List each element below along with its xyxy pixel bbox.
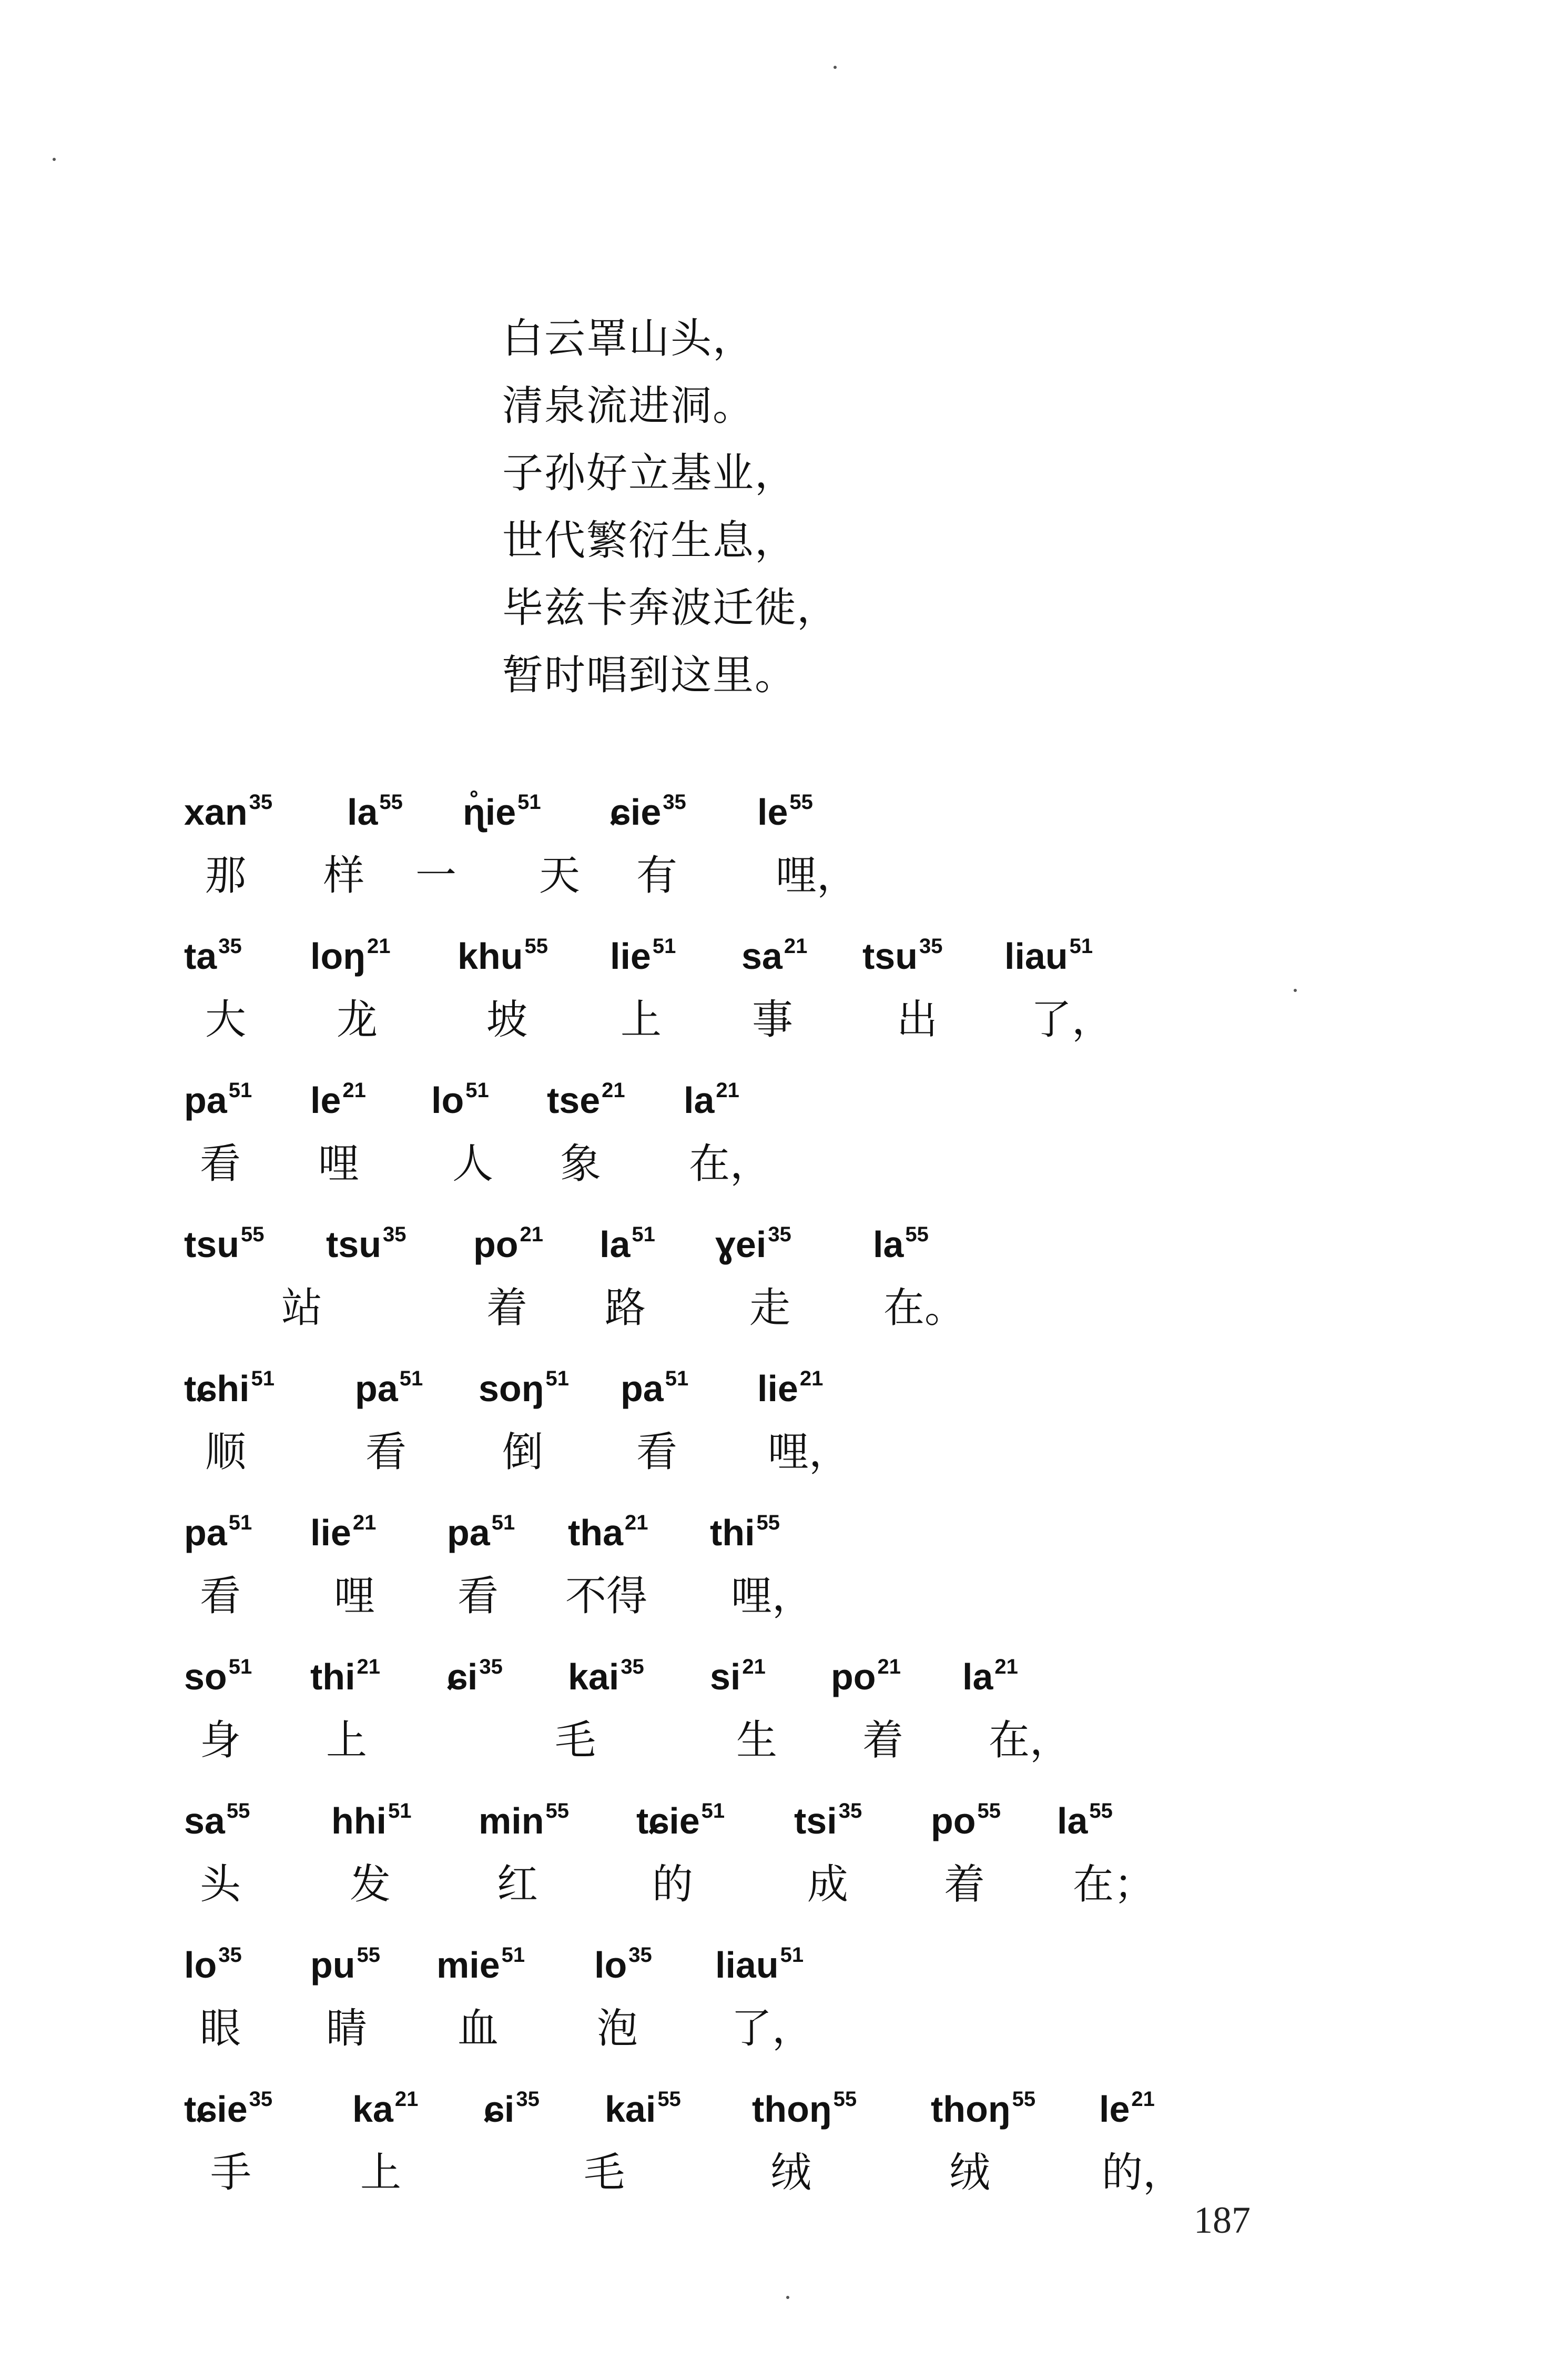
gloss-pair xyxy=(184,1061,1446,1206)
gloss-word: 天 xyxy=(539,852,581,899)
gloss-word: 泡 xyxy=(597,2005,638,2052)
syllable: $lo^{51}$ xyxy=(431,1079,489,1121)
gloss-word: 大 xyxy=(205,996,247,1044)
syllable: $le^{21}$ xyxy=(1099,2088,1155,2130)
syllable: mie$^{51}$ xyxy=(436,1943,525,1986)
syllable: $so^{51}$ xyxy=(184,1655,252,1697)
poem-line: 子孙好立基业， xyxy=(502,450,797,497)
gloss-word: 成 xyxy=(807,1861,849,1908)
syllable: $ka^{21}$ xyxy=(352,2088,419,2130)
scan-speck xyxy=(786,2296,789,2299)
gloss-word: 一 xyxy=(415,852,457,899)
gloss-word: 人 xyxy=(452,1140,494,1188)
syllable: kai$^{35}$ xyxy=(568,1655,644,1697)
gloss-word: 绒 xyxy=(770,2149,812,2196)
interlinear-gloss xyxy=(184,773,1446,2214)
syllable: tsi$^{35}$ xyxy=(794,1799,862,1841)
syllable: thi$^{55}$ xyxy=(710,1511,780,1553)
syllable: $ta^{35}$ xyxy=(184,935,242,977)
syllable: $le^{21}$ xyxy=(310,1079,366,1121)
gloss-word: 哩 xyxy=(318,1140,360,1188)
poem-line: 白云罩山头， xyxy=(502,315,755,362)
gloss-pair xyxy=(184,1782,1446,1926)
gloss-word: 看 xyxy=(200,1140,241,1188)
syllable: thoŋ$^{55}$ xyxy=(931,2088,1036,2130)
gloss-word: 站 xyxy=(281,1284,323,1332)
gloss-word: 的， xyxy=(1102,2149,1184,2196)
gloss-word: 顺 xyxy=(205,1429,247,1476)
syllable: ɕi$^{35}$ xyxy=(447,1655,503,1697)
gloss-word: 绒 xyxy=(949,2149,991,2196)
gloss-word: 在， xyxy=(989,1717,1071,1764)
poem-stanza xyxy=(502,305,839,709)
syllable: $pa^{51}$ xyxy=(355,1367,423,1409)
syllable: thi$^{21}$ xyxy=(310,1655,381,1697)
syllable: soŋ$^{51}$ xyxy=(479,1367,569,1409)
gloss-word: 哩 xyxy=(334,1573,375,1620)
gloss-word: 看 xyxy=(365,1429,407,1476)
gloss-word: 龙 xyxy=(337,996,378,1044)
syllable: $la^{55}$ xyxy=(347,791,403,833)
gloss-pair xyxy=(184,1494,1446,1638)
scan-speck xyxy=(834,66,837,69)
gloss-word: 睛 xyxy=(326,2005,368,2052)
page-number: 187 xyxy=(1194,2199,1251,2241)
gloss-pair xyxy=(184,1350,1446,1494)
gloss-word: 头 xyxy=(200,1861,241,1908)
syllable: kai$^{55}$ xyxy=(605,2088,681,2130)
gloss-word: 在； xyxy=(1073,1861,1155,1908)
syllable: tha$^{21}$ xyxy=(568,1511,648,1553)
syllable: liau$^{51}$ xyxy=(1004,935,1093,977)
gloss-word: 血 xyxy=(458,2005,499,2052)
gloss-word: 出 xyxy=(897,996,938,1044)
gloss-word: 看 xyxy=(200,1573,241,1620)
gloss-word: 不得 xyxy=(565,1573,648,1620)
syllable: $la^{21}$ xyxy=(684,1079,739,1121)
gloss-word: 上 xyxy=(360,2149,402,2196)
gloss-word: 在。 xyxy=(883,1284,966,1332)
poem-line: 毕兹卡奔波迁徙， xyxy=(502,584,839,632)
gloss-pair xyxy=(184,1206,1446,1350)
syllable: tɕhi$^{51}$ xyxy=(184,1367,275,1409)
syllable: $pa^{51}$ xyxy=(447,1511,515,1553)
gloss-word: 哩， xyxy=(731,1573,814,1620)
syllable: $le^{55}$ xyxy=(757,791,813,833)
syllable: $la^{55}$ xyxy=(873,1223,929,1265)
scan-speck xyxy=(53,158,56,161)
syllable: $pa^{51}$ xyxy=(184,1511,252,1553)
syllable: $po^{55}$ xyxy=(931,1799,1001,1841)
syllable: $lo^{35}$ xyxy=(184,1943,242,1986)
syllable: ɕie$^{35}$ xyxy=(610,791,686,833)
syllable: ɕi$^{35}$ xyxy=(484,2088,540,2130)
syllable: $lo^{35}$ xyxy=(594,1943,652,1986)
gloss-word: 着 xyxy=(944,1861,985,1908)
syllable: liau$^{51}$ xyxy=(715,1943,804,1986)
gloss-word: 着 xyxy=(486,1284,528,1332)
syllable: tsu$^{35}$ xyxy=(326,1223,407,1265)
syllable: $si^{21}$ xyxy=(710,1655,766,1697)
gloss-word: 路 xyxy=(605,1284,646,1332)
gloss-word: 样 xyxy=(323,852,365,899)
syllable: $la^{51}$ xyxy=(599,1223,655,1265)
syllable: $sa^{55}$ xyxy=(184,1799,250,1841)
gloss-word: 坡 xyxy=(486,996,528,1044)
gloss-word: 了， xyxy=(731,2005,814,2052)
syllable: tsu$^{55}$ xyxy=(184,1223,265,1265)
gloss-word: 生 xyxy=(736,1717,778,1764)
gloss-pair xyxy=(184,1926,1446,2070)
gloss-word: 那 xyxy=(205,852,247,899)
syllable: $pu^{55}$ xyxy=(310,1943,381,1986)
gloss-word: 毛 xyxy=(555,1717,596,1764)
gloss-word: 有 xyxy=(636,852,678,899)
gloss-word: 上 xyxy=(326,1717,368,1764)
syllable: khu$^{55}$ xyxy=(458,935,548,977)
syllable: $ɳ̊ie^{51}$ xyxy=(463,791,541,833)
gloss-word: 了， xyxy=(1031,996,1113,1044)
gloss-word: 看 xyxy=(636,1429,678,1476)
syllable: $sa^{21}$ xyxy=(741,935,808,977)
gloss-pair xyxy=(184,1638,1446,1782)
syllable: lie$^{51}$ xyxy=(610,935,676,977)
syllable: lie$^{21}$ xyxy=(310,1511,377,1553)
syllable: $\min^{55}$ xyxy=(479,1799,569,1841)
gloss-word: 在， xyxy=(689,1140,771,1188)
gloss-word: 眼 xyxy=(200,2005,241,2052)
gloss-pair xyxy=(184,2070,1446,2214)
gloss-word: 身 xyxy=(200,1717,241,1764)
syllable: tse$^{21}$ xyxy=(547,1079,625,1121)
gloss-pair xyxy=(184,917,1446,1061)
syllable: $pa^{51}$ xyxy=(621,1367,689,1409)
scan-speck xyxy=(1294,989,1297,992)
syllable: thoŋ$^{55}$ xyxy=(752,2088,857,2130)
syllable: $po^{21}$ xyxy=(831,1655,901,1697)
gloss-word: 上 xyxy=(621,996,662,1044)
gloss-word: 毛 xyxy=(584,2149,625,2196)
gloss-word: 手 xyxy=(210,2149,252,2196)
gloss-word: 象 xyxy=(560,1140,602,1188)
syllable: $pa^{51}$ xyxy=(184,1079,252,1121)
syllable: $po^{21}$ xyxy=(473,1223,544,1265)
gloss-word: 倒 xyxy=(502,1429,544,1476)
gloss-word: 着 xyxy=(862,1717,904,1764)
syllable: ɣei$^{35}$ xyxy=(715,1223,791,1265)
syllable: tɕie$^{35}$ xyxy=(184,2088,273,2130)
gloss-word: 的 xyxy=(652,1861,694,1908)
poem-line: 清泉流进洞。 xyxy=(502,382,755,430)
gloss-word: 哩， xyxy=(776,852,858,899)
syllable: tsu$^{35}$ xyxy=(862,935,943,977)
gloss-word: 哩， xyxy=(768,1429,850,1476)
gloss-word: 发 xyxy=(350,1861,391,1908)
gloss-word: 走 xyxy=(749,1284,791,1332)
poem-line: 暂时唱到这里。 xyxy=(502,652,797,699)
syllable: lie$^{21}$ xyxy=(757,1367,824,1409)
syllable: $la^{21}$ xyxy=(962,1655,1018,1697)
syllable: tɕie$^{51}$ xyxy=(636,1799,725,1841)
poem-line: 世代繁衍生息， xyxy=(502,517,797,564)
gloss-pair xyxy=(184,773,1446,917)
gloss-word: 事 xyxy=(752,996,794,1044)
syllable: xan$^{35}$ xyxy=(184,791,273,833)
gloss-word: 看 xyxy=(458,1573,499,1620)
syllable: hhi$^{51}$ xyxy=(331,1799,412,1841)
syllable: $la^{55}$ xyxy=(1057,1799,1113,1841)
syllable: loŋ$^{21}$ xyxy=(310,935,391,977)
gloss-word: 红 xyxy=(497,1861,538,1908)
